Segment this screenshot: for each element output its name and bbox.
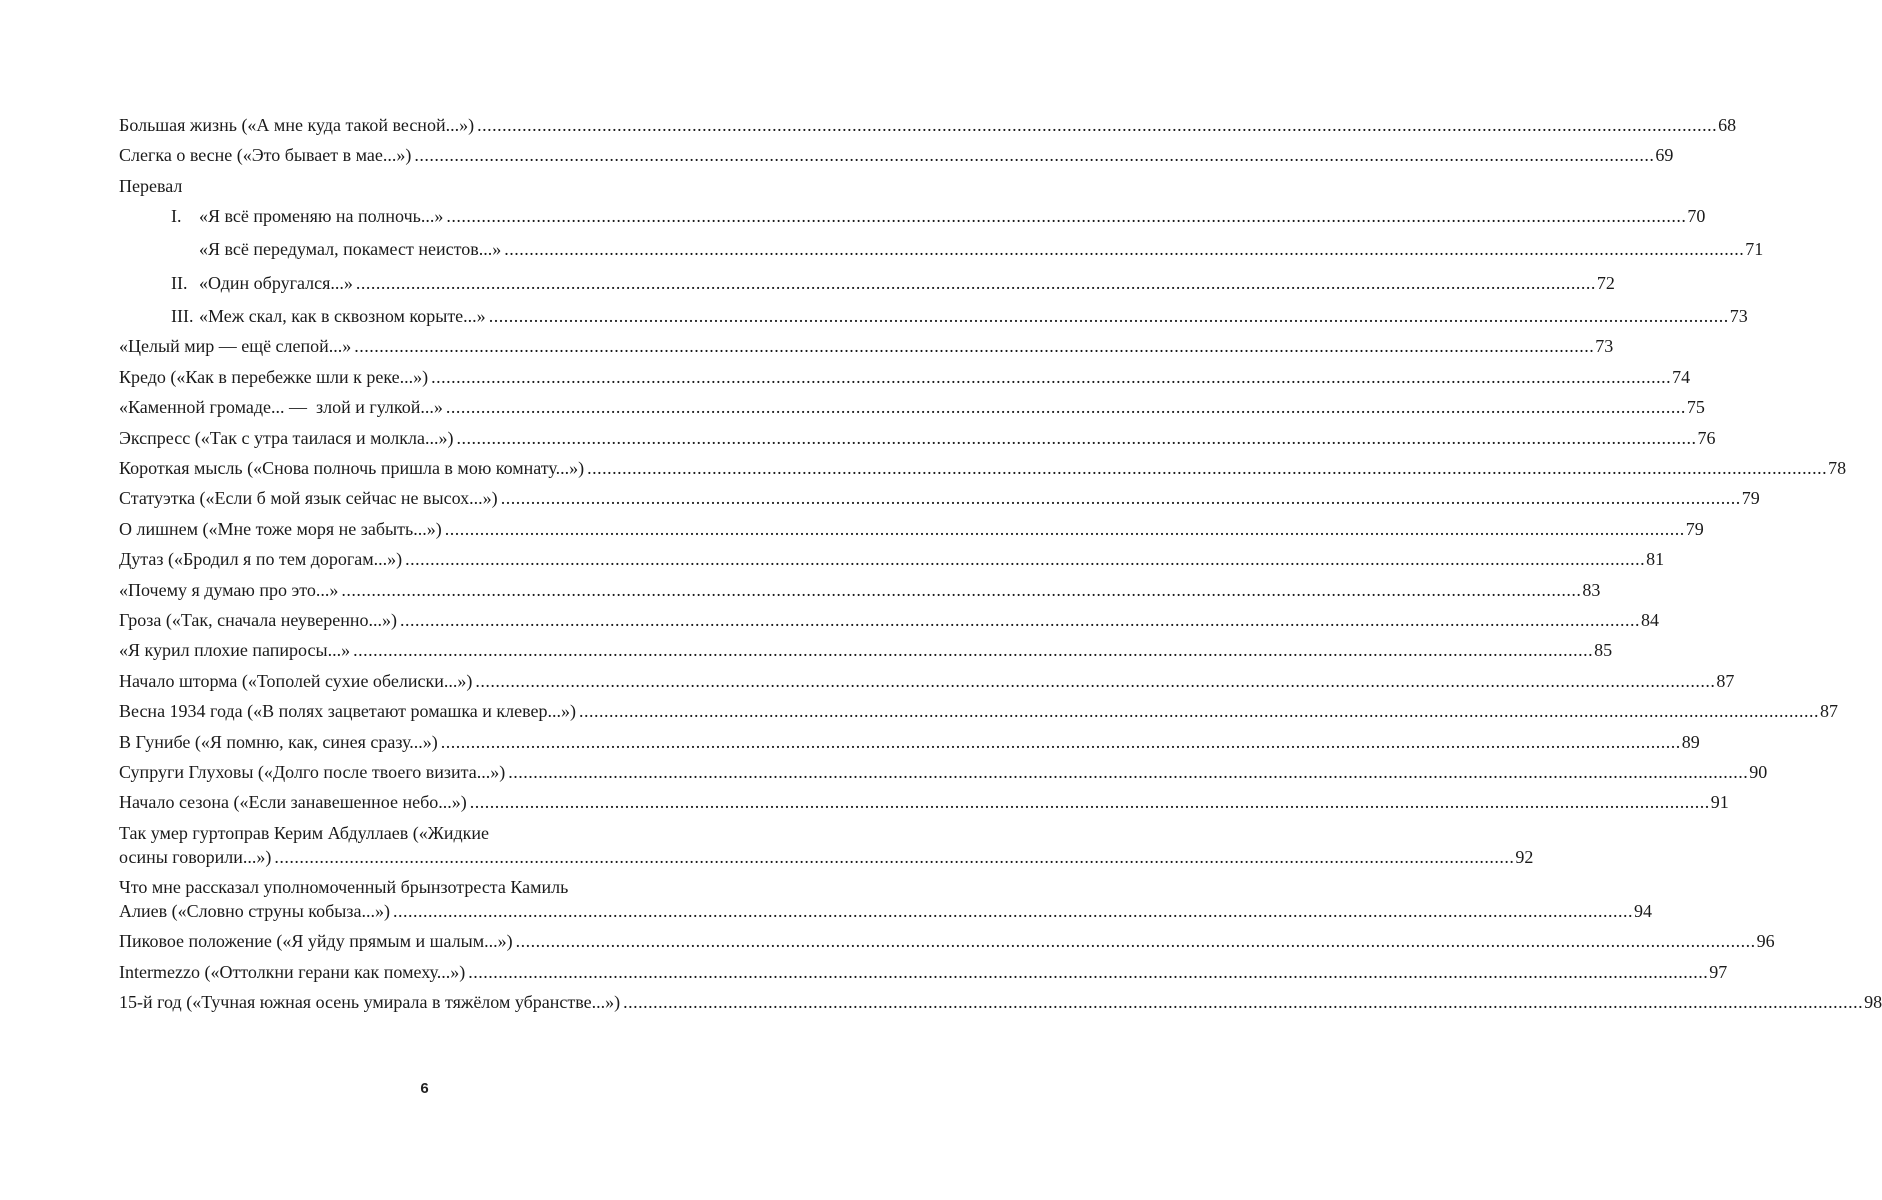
roman-numeral: I. [171, 206, 182, 227]
toc-entry [119, 608, 1660, 632]
toc-entry-title: Супруги Глуховы («Долго после твоего визита...») [119, 761, 506, 782]
toc-entry-title: Кредо («Как в перебежке шли к реке...») [119, 366, 429, 387]
toc-subentry [119, 271, 1615, 295]
page-number: 6 [420, 1080, 429, 1097]
dot-leader [457, 426, 1697, 450]
toc-entry-title: «Каменной громаде... — злой и гулкой...» [119, 397, 443, 418]
toc-entry [119, 638, 1613, 662]
toc-entry [119, 395, 1705, 419]
toc-entry [119, 456, 1847, 480]
toc-entry-title: Гроза («Так, сначала неуверенно...») [119, 609, 398, 630]
toc-entry [119, 990, 1882, 1014]
toc-entry-page: 96 [1756, 931, 1775, 952]
toc-section-heading [119, 174, 745, 198]
toc-entry-title: «Почему я думаю про это...» [119, 579, 339, 600]
toc-subentry [119, 204, 1706, 228]
dot-leader [468, 960, 1708, 984]
toc-entry-page: 72 [1596, 272, 1615, 293]
toc-entry [119, 334, 1614, 358]
dot-leader [623, 990, 1863, 1014]
dot-leader [353, 638, 1593, 662]
toc-entry-multiline [119, 875, 1652, 923]
toc-entry [119, 426, 1716, 450]
toc-entry [119, 547, 1665, 571]
toc-entry-page: 71 [1745, 239, 1764, 260]
toc-entry-title: Intermezzo («Оттолкни герани как помеху...») [119, 961, 466, 982]
toc-entry-page: 74 [1672, 366, 1691, 387]
toc-entry-title: Экспресс («Так с утра таилася и молкла...») [119, 427, 454, 448]
toc-entry [119, 113, 1737, 137]
toc-entry-page: 73 [1595, 336, 1614, 357]
toc-entry-page: 92 [1515, 846, 1534, 867]
toc-entry-title: Короткая мысль («Снова полночь пришла в мою комнату...») [119, 458, 585, 479]
toc-entry-page: 98 [1864, 992, 1882, 1013]
toc-entry-title: Весна 1934 года («В полях зацветают ромашка и клевер...») [119, 701, 577, 722]
toc-entry [119, 578, 1601, 602]
toc-entry-title: Начало шторма («Тополей сухие обелиски...») [119, 670, 473, 691]
toc-entry-title: «Я всё передумал, покамест неистов...» [199, 239, 502, 260]
toc-entry [119, 929, 1775, 953]
dot-leader [341, 578, 1581, 602]
dot-leader [587, 456, 1827, 480]
dot-leader [446, 204, 1686, 228]
dot-leader [441, 730, 1681, 754]
toc-entry [119, 517, 1704, 541]
dot-leader [405, 547, 1645, 571]
toc-entry-multiline [119, 821, 1534, 869]
toc-entry-title-line1: Так умер гуртоправ Керим Абдуллаев («Жидкие [119, 822, 490, 843]
dot-leader [393, 899, 1633, 923]
toc-entry-page: 90 [1749, 761, 1768, 782]
dot-leader [477, 113, 1717, 137]
toc-entry [119, 699, 1839, 723]
toc-entry-title: Начало сезона («Если занавешенное небо...») [119, 792, 467, 813]
roman-numeral: II. [171, 272, 188, 293]
toc-entry-title: Большая жизнь («А мне куда такой весной...») [119, 115, 475, 135]
dot-leader [501, 486, 1741, 510]
toc-section-title: Перевал [119, 175, 183, 196]
toc-entry-page: 69 [1655, 145, 1674, 166]
dot-leader [354, 334, 1594, 358]
toc-entry [119, 143, 1674, 167]
toc-entry-page: 85 [1594, 640, 1613, 661]
toc-subentry [119, 237, 1764, 261]
toc-entry-page: 97 [1709, 961, 1728, 982]
toc-entry-page: 87 [1716, 670, 1735, 691]
dot-leader [446, 395, 1686, 419]
toc-entry-title: «Меж скал, как в сквозном корыте...» [199, 306, 486, 327]
dot-leader [470, 790, 1710, 814]
toc-entry [119, 960, 1728, 984]
toc-entry-page: 81 [1646, 549, 1665, 570]
dot-leader [516, 929, 1756, 953]
toc-entry-page: 89 [1681, 731, 1700, 752]
toc-entry-page: 91 [1710, 792, 1729, 813]
dot-leader [414, 143, 1654, 167]
dot-leader [445, 517, 1685, 541]
roman-numeral: III. [171, 306, 194, 327]
dot-leader [475, 669, 1715, 693]
toc-entry-page: 79 [1685, 518, 1704, 539]
toc-entry [119, 730, 1700, 754]
dot-leader [489, 304, 1729, 328]
toc-subentry [119, 304, 1748, 328]
toc-entry-title: «Я курил плохие папиросы...» [119, 640, 351, 661]
dot-leader [274, 845, 1514, 869]
toc-entry-page: 75 [1686, 397, 1705, 418]
toc-entry-title: О лишнем («Мне тоже моря не забыть...») [119, 518, 442, 539]
toc-entry-page: 76 [1697, 427, 1716, 448]
toc-entry-title: «Один обругался...» [199, 272, 353, 293]
toc-entry-page: 78 [1828, 458, 1847, 479]
toc-entry-page: 94 [1633, 901, 1652, 922]
dot-leader [400, 608, 1640, 632]
toc-entry-page: 70 [1687, 206, 1706, 227]
toc-entry [119, 486, 1760, 510]
toc-entry-page: 79 [1741, 488, 1760, 509]
toc-entry-page: 84 [1641, 609, 1660, 630]
toc-entry-title: Статуэтка («Если б мой язык сейчас не высох...») [119, 488, 498, 509]
toc-entry-page: 87 [1820, 701, 1839, 722]
toc-entry-page: 68 [1718, 115, 1737, 135]
toc-entry [119, 760, 1768, 784]
toc-entry-title: 15-й год («Тучная южная осень умирала в тяжёлом убранстве...») [119, 992, 621, 1013]
toc-entry-page: 73 [1729, 306, 1748, 327]
dot-leader [508, 760, 1748, 784]
dot-leader [579, 699, 1819, 723]
toc-entry-title: Пиковое положение («Я уйду прямым и шалым...») [119, 931, 513, 952]
toc-entry-title: В Гунибе («Я помню, как, синея сразу...») [119, 731, 438, 752]
table-of-contents [119, 113, 1882, 1021]
toc-entry-title: Слегка о весне («Это бывает в мае...») [119, 145, 412, 166]
toc-entry-title: Дутаз («Бродил я по тем дорогам...») [119, 549, 403, 570]
toc-entry-title: Алиев («Словно струны кобыза...») [119, 901, 390, 922]
toc-entry-title: осины говорили...») [119, 846, 272, 867]
toc-entry-page: 83 [1582, 579, 1601, 600]
toc-entry-title: «Я всё променяю на полночь...» [199, 206, 444, 227]
toc-entry-title-line1: Что мне рассказал уполномоченный брынзотреста Камиль [119, 877, 569, 898]
dot-leader [504, 237, 1744, 261]
dot-leader [356, 271, 1596, 295]
toc-entry-title: «Целый мир — ещё слепой...» [119, 336, 352, 357]
toc-entry [119, 669, 1735, 693]
toc-entry [119, 790, 1729, 814]
dot-leader [431, 365, 1671, 389]
toc-entry [119, 365, 1691, 389]
